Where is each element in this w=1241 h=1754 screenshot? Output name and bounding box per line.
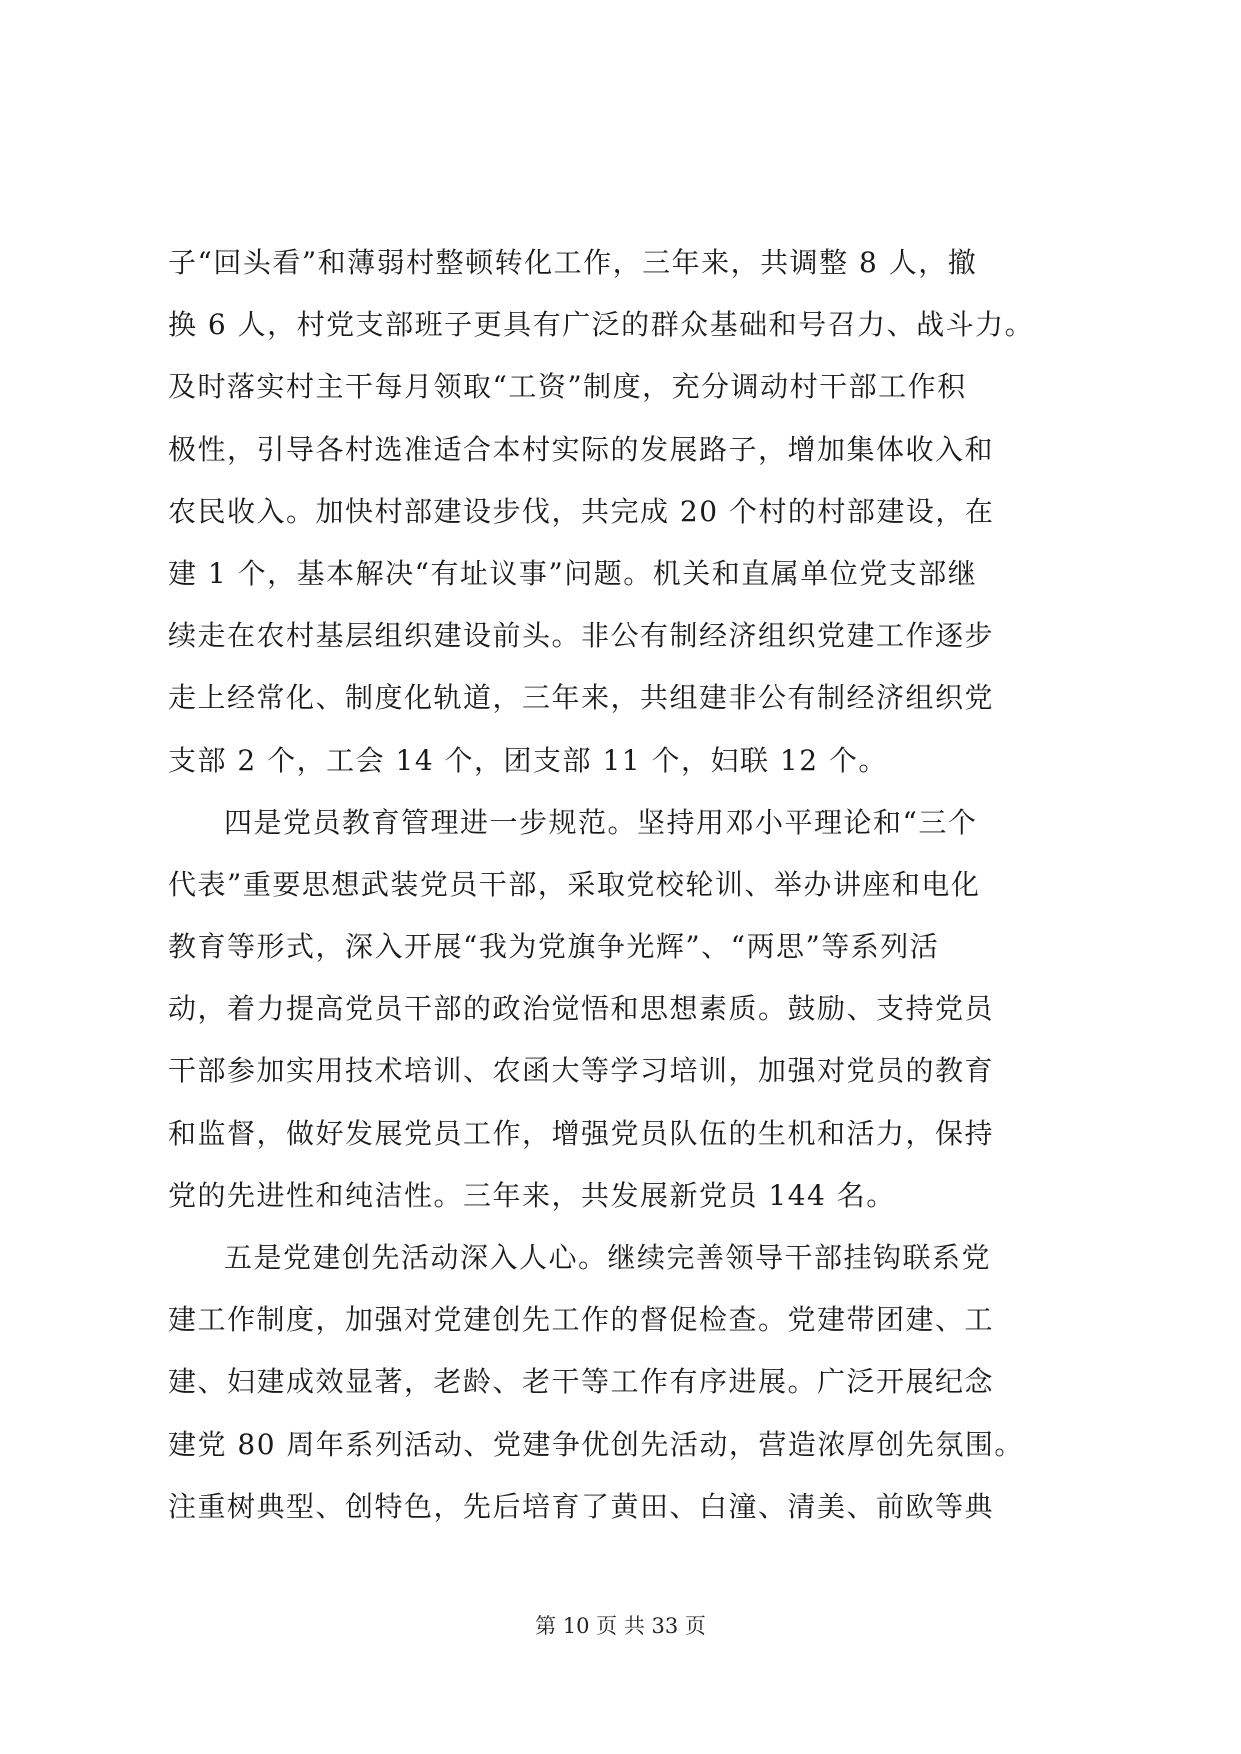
text-line: 走上经常化、制度化轨道，三年来，共组建非公有制经济组织党	[168, 681, 995, 715]
text-line: 极性，引导各村选准适合本村实际的发展路子，增加集体收入和	[168, 432, 995, 466]
text-line: 建、妇建成效显著，老龄、老干等工作有序进展。广泛开展纪念	[168, 1365, 995, 1399]
text-line: 教育等形式，深入开展“我为党旗争光辉”、“两思”等系列活	[168, 930, 940, 964]
text-line: 子“回头看”和薄弱村整顿转化工作，三年来，共调整 8 人，撤	[168, 246, 978, 279]
text-line: 及时落实村主干每月领取“工资”制度，充分调动村干部工作积	[168, 370, 967, 404]
text-line: 干部参加实用技术培训、农函大等学习培训，加强对党员的教育	[168, 1054, 995, 1088]
text-line: 建工作制度，加强对党建创先工作的督促检查。党建带团建、工	[168, 1303, 995, 1337]
text-line: 农民收入。加快村部建设步伐，共完成 20 个村的村部建设，在	[168, 494, 995, 528]
text-line: 续走在农村基层组织建设前头。非公有制经济组织党建工作逐步	[168, 619, 995, 653]
text-line: 建 1 个，基本解决“有址议事”问题。机关和直属单位党支部继	[168, 556, 978, 590]
text-line: 和监督，做好发展党员工作，增强党员队伍的生机和活力，保持	[168, 1116, 995, 1150]
text-line: 建党 80 周年系列活动、党建争优创先活动，营造浓厚创先氛围。	[168, 1427, 1024, 1461]
text-line: 代表”重要思想武装党员干部，采取党校轮训、举办讲座和电化	[168, 867, 981, 901]
text-line: 支部 2 个，工会 14 个，团支部 11 个，妇联 12 个。	[168, 743, 888, 777]
paragraph-start-line: 四是党员教育管理进一步规范。坚持用邓小平理论和“三个	[224, 805, 978, 839]
text-line: 动，着力提高党员干部的政治觉悟和思想素质。鼓励、支持党员	[168, 992, 995, 1026]
body-text	[168, 232, 1088, 1538]
text-line: 注重树典型、创特色，先后培育了黄田、白潼、清美、前欧等典	[168, 1489, 995, 1523]
paragraph-start-line: 五是党建创先活动深入人心。继续完善领导干部挂钩联系党	[224, 1241, 992, 1274]
text-line: 换 6 人，村党支部班子更具有广泛的群众基础和号召力、战斗力。	[168, 308, 1035, 342]
text-line: 党的先进性和纯洁性。三年来，共发展新党员 144 名。	[168, 1178, 896, 1212]
page-number-footer: 第 10 页 共 33 页	[535, 1614, 706, 1638]
